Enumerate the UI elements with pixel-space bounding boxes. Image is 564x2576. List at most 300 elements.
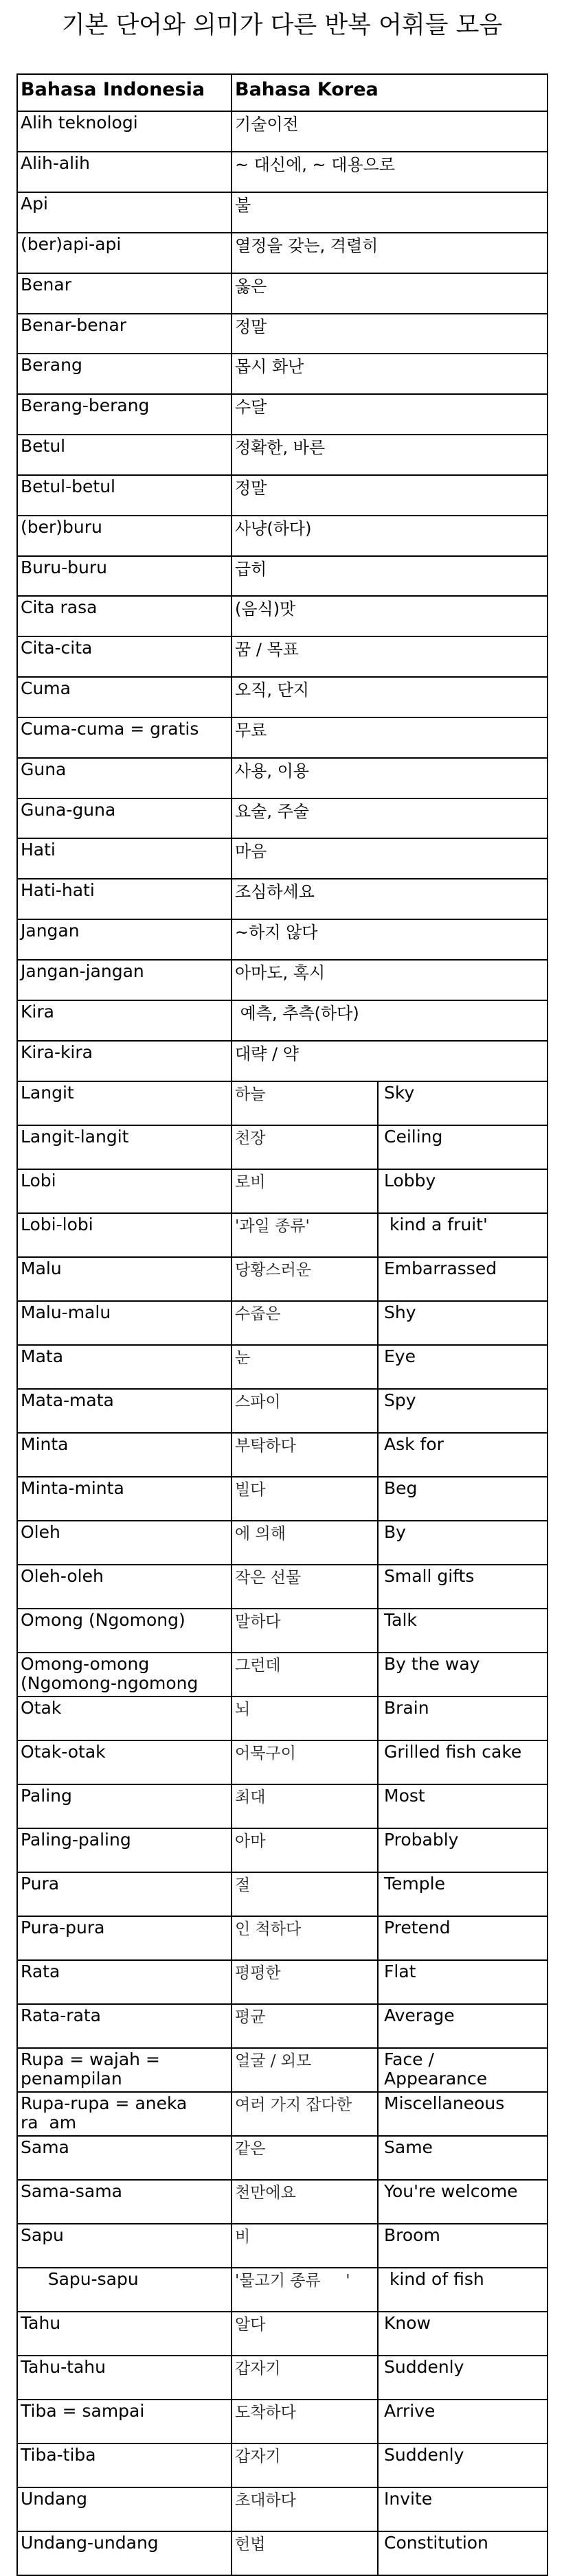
table-row — [16, 1697, 548, 1741]
indonesian-word: Hati — [21, 840, 56, 860]
indonesian-word: Paling — [21, 1786, 72, 1806]
table-row — [16, 1302, 548, 1346]
korean-meaning: 어묵구이 — [235, 1745, 296, 1762]
english-meaning: Spy — [384, 1390, 416, 1410]
english-meaning: Pretend — [384, 1918, 451, 1937]
column-divider — [377, 2444, 379, 2487]
table-row — [16, 1873, 548, 1917]
column-divider — [377, 2312, 379, 2355]
column-divider — [231, 2093, 232, 2135]
english-meaning: Flat — [384, 1962, 416, 1981]
indonesian-word: Kira-kira — [21, 1042, 93, 1062]
indonesian-word: Oleh-oleh — [21, 1566, 104, 1586]
korean-meaning: 수줍은 — [235, 1305, 281, 1323]
indonesian-word: Langit — [21, 1083, 74, 1103]
table-row — [16, 1609, 548, 1653]
column-divider — [231, 1001, 232, 1040]
table-row — [16, 1258, 548, 1302]
column-divider — [377, 1521, 379, 1564]
english-meaning: Probably — [384, 1830, 459, 1850]
column-divider — [231, 1829, 232, 1872]
table-row — [16, 435, 548, 476]
korean-meaning: 작은 선물 — [235, 1569, 302, 1587]
indonesian-word: Minta-minta — [21, 1478, 124, 1498]
table-row — [16, 1001, 548, 1042]
korean-meaning: 여러 가지 잡다한 — [235, 2096, 352, 2114]
table-row — [16, 799, 548, 839]
table-row — [16, 2356, 548, 2400]
korean-meaning: 오직, 단지 — [235, 680, 309, 700]
column-divider — [377, 1565, 379, 1608]
indonesian-word: Sama — [21, 2137, 69, 2157]
column-divider — [231, 314, 232, 353]
table-row — [16, 274, 548, 314]
column-divider — [231, 354, 232, 393]
column-divider — [231, 2312, 232, 2355]
english-meaning: Suddenly — [384, 2445, 464, 2465]
table-row — [16, 678, 548, 718]
indonesian-word: Berang — [21, 355, 82, 375]
table-header-row — [16, 73, 548, 112]
korean-meaning: 대략 / 약 — [235, 1044, 299, 1063]
english-meaning: Invite — [384, 2489, 433, 2509]
indonesian-word: (ber)api-api — [21, 234, 122, 254]
table-row — [16, 839, 548, 879]
column-divider — [377, 1917, 379, 1959]
column-divider — [231, 2400, 232, 2443]
korean-meaning: '물고기 종류 ' — [235, 2272, 350, 2290]
table-row — [16, 1785, 548, 1829]
english-meaning: Small gifts — [384, 1566, 475, 1586]
indonesian-word: Tiba = sampai — [21, 2401, 145, 2421]
column-divider — [231, 2049, 232, 2091]
korean-meaning: 정확한, 바른 — [235, 438, 326, 457]
english-meaning: Brain — [384, 1698, 429, 1718]
column-divider — [377, 2356, 379, 2399]
table-row — [16, 2137, 548, 2181]
korean-meaning: 기술이전 — [235, 115, 299, 134]
column-divider — [231, 2488, 232, 2531]
indonesian-word: Undang-undang — [21, 2533, 159, 2553]
column-divider — [231, 2532, 232, 2575]
column-divider — [231, 2356, 232, 2399]
column-divider — [231, 516, 232, 555]
korean-meaning: '과일 종류' — [235, 1217, 310, 1235]
korean-meaning: 천만에요 — [235, 2184, 296, 2202]
indonesian-word: Hati-hati — [21, 880, 95, 900]
column-divider — [377, 1126, 379, 1169]
korean-meaning: 빌다 — [235, 1481, 266, 1499]
korean-meaning: 에 의해 — [235, 1525, 286, 1543]
indonesian-word: Lobi-lobi — [21, 1215, 93, 1234]
korean-meaning: 급히 — [235, 560, 267, 579]
column-divider — [377, 1302, 379, 1344]
indonesian-word: Cuma — [21, 678, 71, 698]
korean-meaning: (음식)맛 — [235, 599, 296, 619]
column-divider — [377, 2181, 379, 2223]
indonesian-word: Malu-malu — [21, 1302, 111, 1322]
indonesian-word: Betul — [21, 436, 66, 456]
table-row — [16, 2488, 548, 2532]
column-divider — [377, 2137, 379, 2179]
english-meaning: Talk — [384, 1610, 417, 1630]
column-divider — [231, 759, 232, 798]
indonesian-word: Betul-betul — [21, 476, 115, 496]
column-divider — [231, 1126, 232, 1169]
korean-meaning: 갑자기 — [235, 2360, 281, 2378]
korean-meaning: 말하다 — [235, 1613, 281, 1631]
column-divider — [377, 1873, 379, 1916]
column-divider — [377, 2532, 379, 2575]
table-row — [16, 1521, 548, 1565]
column-divider — [231, 1346, 232, 1388]
english-meaning: Sky — [384, 1083, 415, 1103]
korean-meaning: 무료 — [235, 721, 267, 740]
column-divider — [231, 1653, 232, 1696]
indonesian-word: Sapu-sapu — [21, 2269, 139, 2289]
indonesian-word: Omong-omong (Ngomong-ngomong — [21, 1654, 199, 1693]
korean-meaning: 눈 — [235, 1349, 251, 1367]
column-divider — [377, 1741, 379, 1784]
indonesian-word: Lobi — [21, 1171, 56, 1191]
page-title: 기본 단어와 의미가 다른 반복 어휘들 모음 — [61, 12, 503, 39]
column-divider — [231, 1434, 232, 1476]
table-row — [16, 2312, 548, 2356]
indonesian-word: Minta — [21, 1434, 69, 1454]
column-divider — [377, 1214, 379, 1256]
column-divider — [231, 1697, 232, 1740]
column-divider — [377, 1082, 379, 1125]
table-row — [16, 961, 548, 1001]
column-divider — [231, 2005, 232, 2047]
column-divider — [231, 75, 232, 111]
indonesian-word: Cita-cita — [21, 638, 93, 658]
korean-meaning: 부탁하다 — [235, 1437, 296, 1455]
table-row — [16, 354, 548, 395]
column-divider — [377, 2093, 379, 2135]
column-divider — [231, 193, 232, 232]
indonesian-word: Api — [21, 194, 48, 214]
table-row — [16, 1961, 548, 2005]
column-divider — [377, 1258, 379, 1300]
table-row — [16, 557, 548, 597]
column-divider — [377, 1346, 379, 1388]
column-divider — [231, 1741, 232, 1784]
column-divider — [231, 1170, 232, 1212]
indonesian-word: Rupa = wajah = penampilan — [21, 2049, 160, 2089]
english-meaning: Ask for — [384, 1434, 444, 1454]
korean-meaning: 평평한 — [235, 1964, 281, 1982]
column-divider — [231, 1785, 232, 1828]
column-divider — [377, 2268, 379, 2311]
table-row — [16, 314, 548, 354]
indonesian-word: Mata — [21, 1346, 64, 1366]
table-row — [16, 1082, 548, 1126]
table-row — [16, 2268, 548, 2312]
english-meaning: Beg — [384, 1478, 418, 1498]
column-divider — [231, 1961, 232, 2003]
english-meaning: By — [384, 1522, 406, 1542]
table-row — [16, 2532, 548, 2576]
indonesian-word: Alih-alih — [21, 153, 90, 173]
korean-meaning: 로비 — [235, 1173, 266, 1191]
indonesian-word: Omong (Ngomong) — [21, 1610, 185, 1630]
indonesian-word: Jangan-jangan — [21, 961, 144, 981]
english-meaning: Average — [384, 2005, 455, 2025]
korean-meaning: 요술, 주술 — [235, 802, 309, 821]
indonesian-word: Benar-benar — [21, 315, 127, 335]
table-row — [16, 395, 548, 435]
korean-meaning: 알다 — [235, 2316, 266, 2334]
english-meaning: Constitution — [384, 2533, 488, 2553]
column-divider — [231, 637, 232, 676]
indonesian-word: Cuma-cuma = gratis — [21, 719, 199, 739]
english-meaning: Temple — [384, 1874, 445, 1894]
table-row — [16, 1741, 548, 1785]
table-row — [16, 718, 548, 759]
column-divider — [231, 718, 232, 757]
indonesian-word: Undang — [21, 2489, 88, 2509]
column-divider — [231, 1302, 232, 1344]
indonesian-word: Jangan — [21, 921, 80, 941]
korean-meaning: 인 척하다 — [235, 1920, 302, 1938]
table-row — [16, 1653, 548, 1697]
korean-meaning: 마음 — [235, 842, 267, 861]
table-row — [16, 1170, 548, 1214]
column-divider — [231, 839, 232, 878]
korean-meaning: 당황스러운 — [235, 1261, 312, 1279]
column-divider — [377, 2224, 379, 2267]
column-divider — [377, 2400, 379, 2443]
table-row — [16, 112, 548, 152]
column-divider — [377, 1434, 379, 1476]
indonesian-word: Otak — [21, 1698, 62, 1718]
korean-meaning: 예측, 추측(하다) — [235, 1004, 359, 1023]
korean-meaning: 조심하세요 — [235, 882, 315, 901]
indonesian-word: Cita rasa — [21, 597, 98, 617]
column-divider — [231, 1917, 232, 1959]
korean-meaning: 비 — [235, 2228, 251, 2246]
column-divider — [377, 1697, 379, 1740]
column-divider — [231, 1873, 232, 1916]
indonesian-word: Tiba-tiba — [21, 2445, 96, 2465]
indonesian-word: Sapu — [21, 2225, 64, 2245]
english-meaning: kind a fruit' — [384, 1215, 488, 1234]
indonesian-word: Mata-mata — [21, 1390, 114, 1410]
indonesian-word: Rupa-rupa = aneka ra am — [21, 2093, 188, 2132]
indonesian-word: (ber)buru — [21, 517, 102, 537]
column-divider — [377, 2488, 379, 2531]
column-divider — [231, 1521, 232, 1564]
column-divider — [231, 476, 232, 515]
table-row — [16, 1477, 548, 1521]
column-divider — [377, 1961, 379, 2003]
column-divider — [231, 233, 232, 273]
column-divider — [231, 2181, 232, 2223]
korean-meaning: ~ 대신에, ~ 대용으로 — [235, 155, 396, 174]
header-indonesian: Bahasa Indonesia — [21, 79, 205, 100]
indonesian-word: Paling-paling — [21, 1830, 131, 1850]
korean-meaning: 최대 — [235, 1789, 266, 1806]
table-row — [16, 2005, 548, 2049]
english-meaning: Grilled fish cake — [384, 1742, 522, 1762]
korean-meaning: 평균 — [235, 2008, 266, 2026]
korean-meaning: 초대하다 — [235, 2492, 296, 2509]
table-row — [16, 920, 548, 961]
column-divider — [377, 1170, 379, 1212]
column-divider — [231, 2444, 232, 2487]
table-row — [16, 1917, 548, 1961]
table-row — [16, 233, 548, 274]
indonesian-word: Rata — [21, 1962, 60, 1981]
header-korean: Bahasa Korea — [235, 79, 379, 100]
table-row — [16, 1565, 548, 1609]
table-row — [16, 2093, 548, 2137]
column-divider — [231, 1390, 232, 1432]
table-row — [16, 879, 548, 920]
table-row — [16, 2049, 548, 2093]
korean-meaning: 사냥(하다) — [235, 519, 312, 538]
column-divider — [377, 1785, 379, 1828]
table-row — [16, 1434, 548, 1477]
indonesian-word: Benar — [21, 275, 71, 295]
column-divider — [231, 1082, 232, 1125]
korean-meaning: 꿈 / 목표 — [235, 640, 299, 659]
korean-meaning: 수달 — [235, 398, 267, 417]
indonesian-word: Berang-berang — [21, 395, 150, 415]
korean-meaning: 절 — [235, 1876, 251, 1894]
column-divider — [231, 2224, 232, 2267]
column-divider — [231, 1042, 232, 1081]
table-row — [16, 1829, 548, 1873]
korean-meaning: 사용, 이용 — [235, 761, 309, 781]
english-meaning: Lobby — [384, 1171, 436, 1191]
korean-meaning: 정말 — [235, 317, 267, 336]
korean-meaning: 옳은 — [235, 277, 267, 296]
column-divider — [377, 1477, 379, 1520]
column-divider — [231, 435, 232, 474]
column-divider — [231, 2268, 232, 2311]
table-row — [16, 2224, 548, 2268]
column-divider — [231, 274, 232, 313]
indonesian-word: Rata-rata — [21, 2005, 102, 2025]
indonesian-word: Guna-guna — [21, 800, 116, 820]
indonesian-word: Sama-sama — [21, 2181, 122, 2201]
table-row — [16, 637, 548, 678]
table-row — [16, 1390, 548, 1434]
vocabulary-table — [16, 73, 548, 2576]
table-row — [16, 1346, 548, 1390]
korean-meaning: 천장 — [235, 1129, 266, 1147]
korean-meaning: 갑자기 — [235, 2448, 281, 2465]
column-divider — [231, 152, 232, 192]
english-meaning: Suddenly — [384, 2357, 464, 2377]
column-divider — [231, 597, 232, 636]
column-divider — [231, 1258, 232, 1300]
column-divider — [231, 1214, 232, 1256]
english-meaning: kind of fish — [384, 2269, 484, 2289]
column-divider — [377, 1390, 379, 1432]
indonesian-word: Pura — [21, 1874, 60, 1894]
korean-meaning: 그런데 — [235, 1657, 281, 1675]
english-meaning: Face / Appearance — [384, 2049, 488, 2089]
indonesian-word: Oleh — [21, 1522, 60, 1542]
english-meaning: Miscellaneous — [384, 2093, 505, 2113]
korean-meaning: 스파이 — [235, 1393, 281, 1411]
column-divider — [377, 1829, 379, 1872]
indonesian-word: Tahu-tahu — [21, 2357, 106, 2377]
korean-meaning: 하늘 — [235, 1085, 266, 1103]
column-divider — [231, 961, 232, 1000]
column-divider — [231, 2137, 232, 2179]
table-row — [16, 2400, 548, 2444]
column-divider — [231, 112, 232, 151]
table-row — [16, 1126, 548, 1170]
table-row — [16, 152, 548, 193]
korean-meaning: 아마 — [235, 1832, 266, 1850]
table-row — [16, 2444, 548, 2488]
table-row — [16, 2181, 548, 2224]
table-row — [16, 1214, 548, 1258]
korean-meaning: 불 — [235, 196, 251, 215]
korean-meaning: 얼굴 / 외모 — [235, 2052, 312, 2070]
column-divider — [377, 1653, 379, 1696]
english-meaning: Embarrassed — [384, 1258, 497, 1278]
korean-meaning: 도착하다 — [235, 2404, 296, 2422]
column-divider — [231, 879, 232, 919]
table-row — [16, 476, 548, 516]
korean-meaning: 헌법 — [235, 2535, 266, 2553]
column-divider — [377, 1609, 379, 1652]
english-meaning: Ceiling — [384, 1127, 443, 1147]
column-divider — [231, 557, 232, 595]
column-divider — [231, 920, 232, 959]
english-meaning: Shy — [384, 1302, 416, 1322]
table-row — [16, 759, 548, 799]
english-meaning: You're welcome — [384, 2181, 518, 2201]
indonesian-word: Malu — [21, 1258, 62, 1278]
korean-meaning: 뇌 — [235, 1701, 251, 1718]
english-meaning: By the way — [384, 1654, 480, 1674]
indonesian-word: Alih teknologi — [21, 113, 138, 133]
english-meaning: Same — [384, 2137, 433, 2157]
column-divider — [231, 1477, 232, 1520]
korean-meaning: ~하지 않다 — [235, 923, 318, 942]
indonesian-word: Buru-buru — [21, 557, 107, 577]
table-row — [16, 597, 548, 637]
column-divider — [231, 678, 232, 717]
indonesian-word: Langit-langit — [21, 1127, 129, 1147]
table-row — [16, 193, 548, 233]
column-divider — [377, 2005, 379, 2047]
english-meaning: Know — [384, 2313, 431, 2333]
column-divider — [231, 799, 232, 838]
indonesian-word: Guna — [21, 759, 67, 779]
korean-meaning: 몹시 화난 — [235, 357, 304, 376]
indonesian-word: Kira — [21, 1002, 54, 1022]
column-divider — [231, 1565, 232, 1608]
table-row — [16, 516, 548, 557]
english-meaning: Broom — [384, 2225, 440, 2245]
korean-meaning: 정말 — [235, 479, 267, 498]
english-meaning: Most — [384, 1786, 425, 1806]
column-divider — [231, 1609, 232, 1652]
indonesian-word: Otak-otak — [21, 1742, 106, 1762]
english-meaning: Eye — [384, 1346, 416, 1366]
indonesian-word: Pura-pura — [21, 1918, 105, 1937]
table-row — [16, 1042, 548, 1082]
indonesian-word: Tahu — [21, 2313, 61, 2333]
